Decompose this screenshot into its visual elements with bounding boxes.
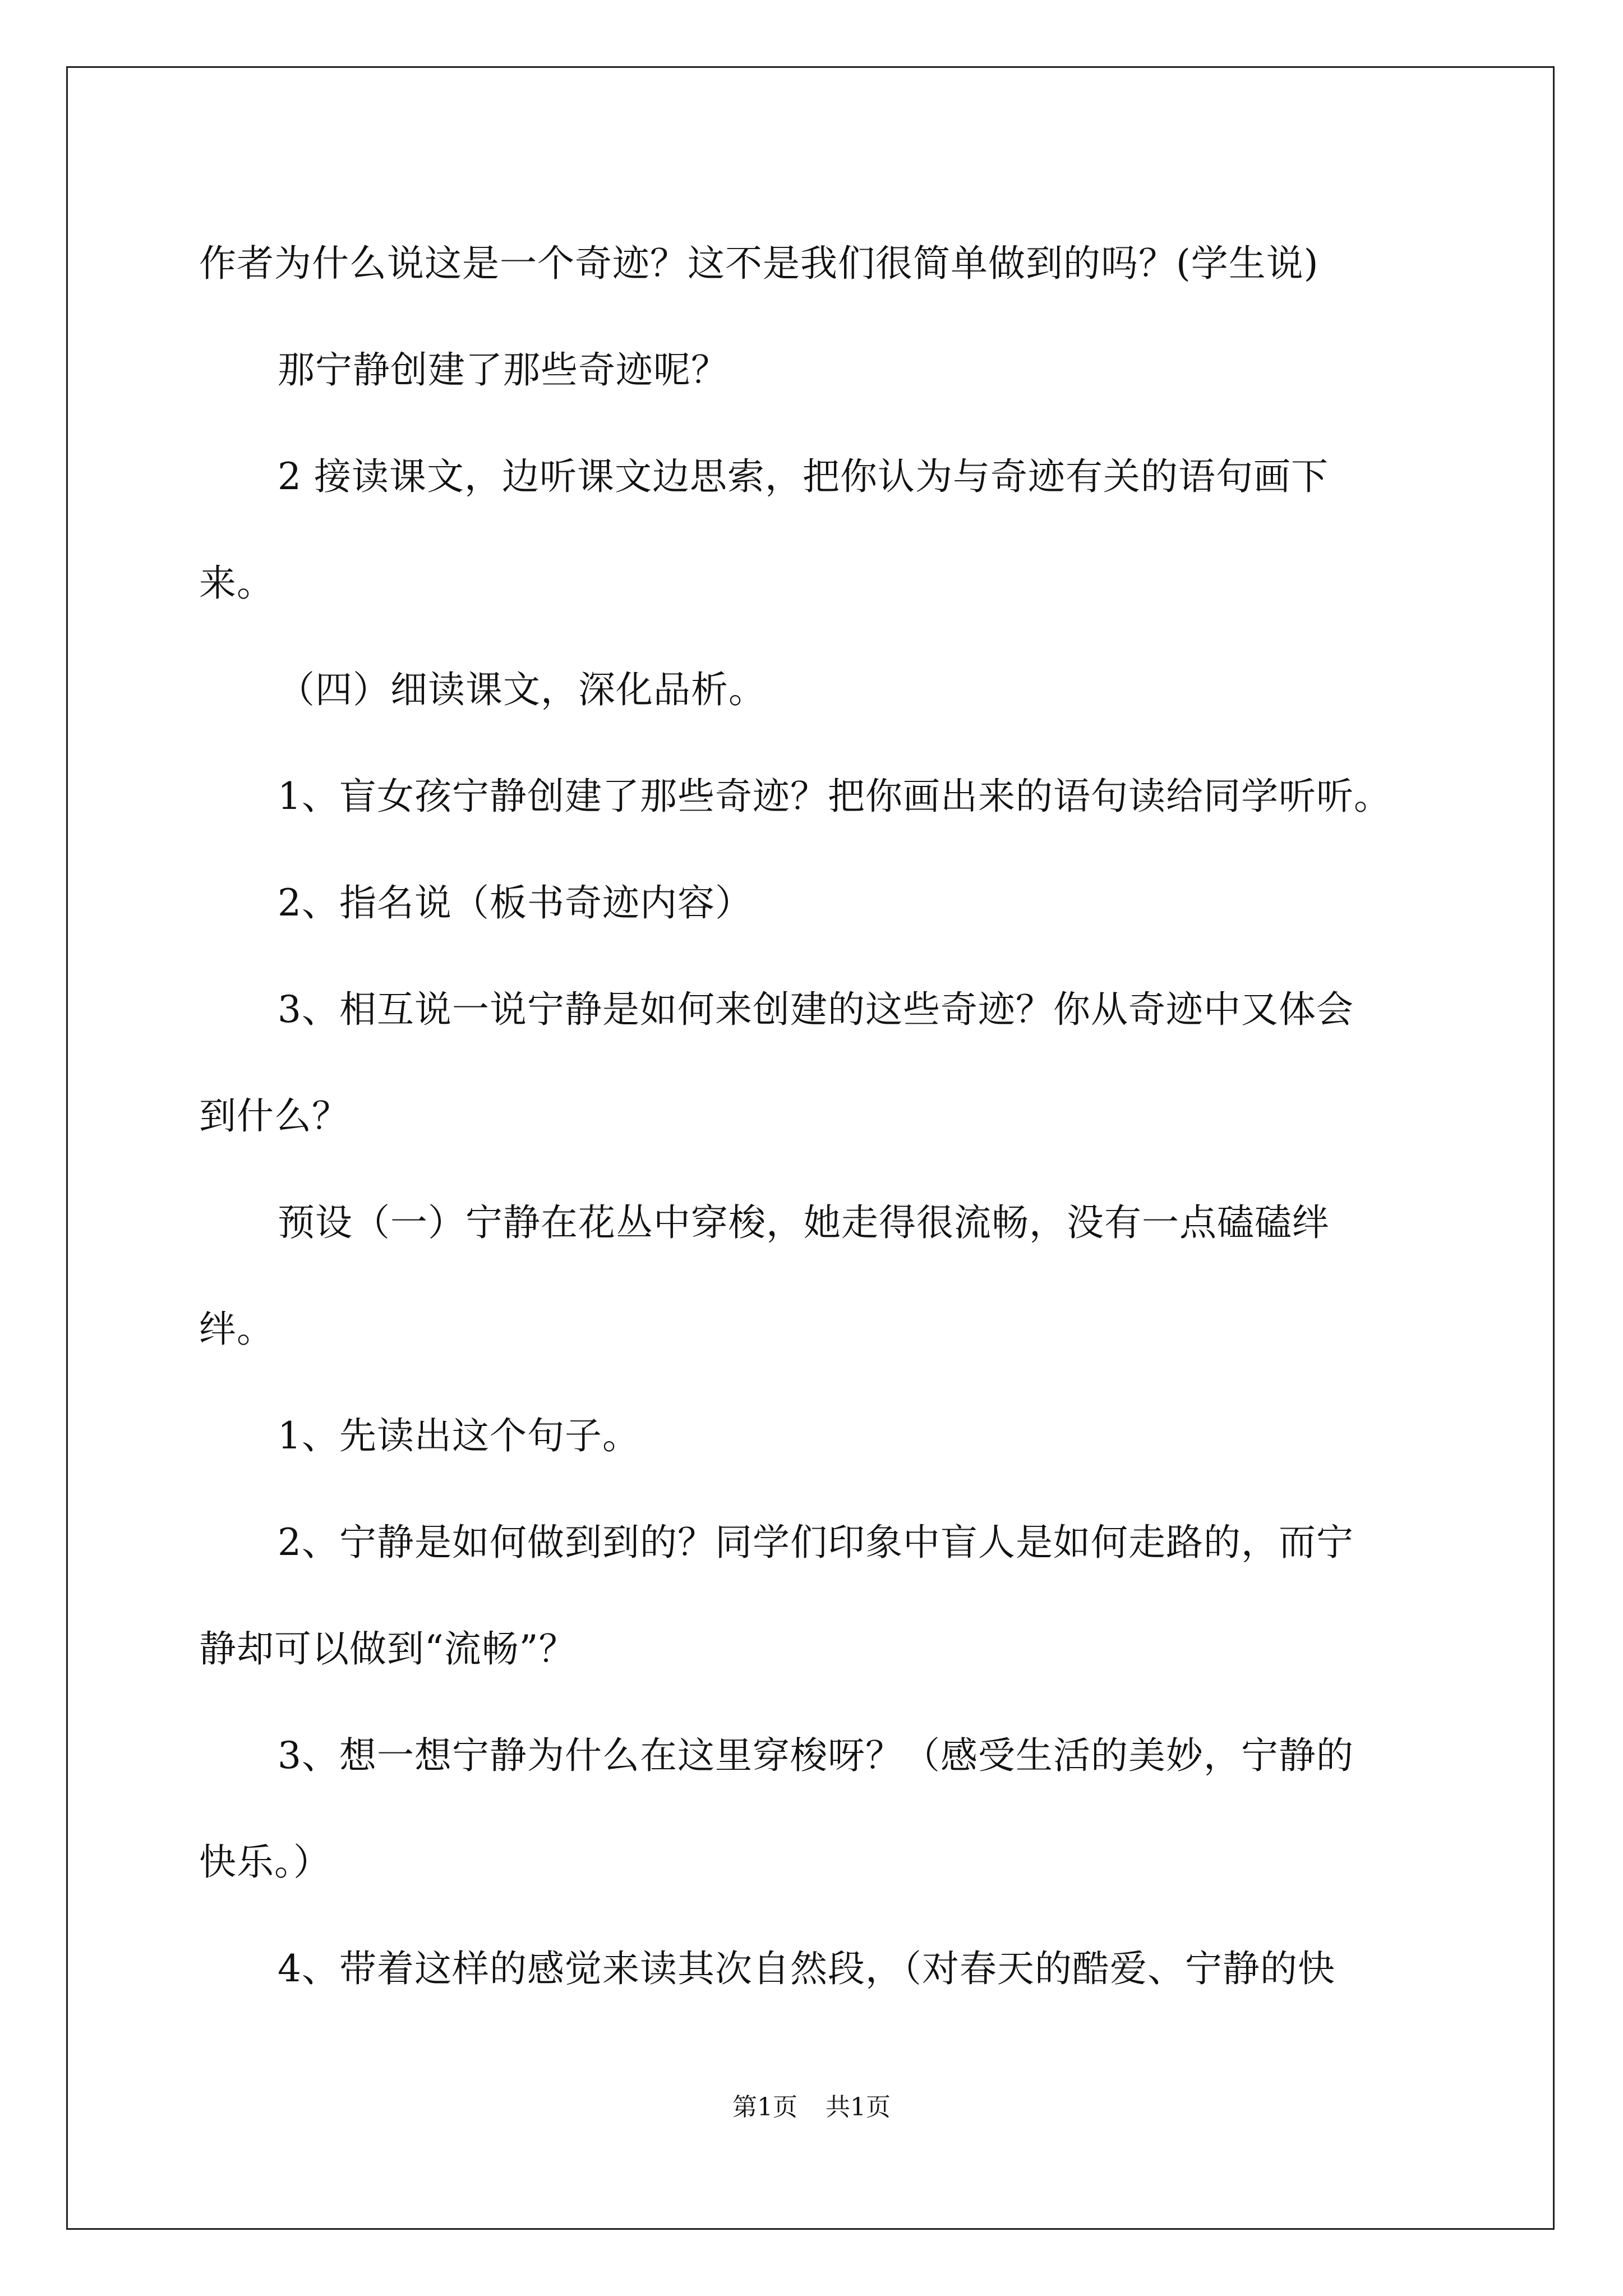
document-body: [199, 210, 1433, 2022]
text-line: 2、指名说（板书奇迹内容）: [278, 881, 753, 924]
text-line: 4、带着这样的感觉来读其次自然段，（对春天的酷爱、宁静的快: [278, 1947, 1335, 1990]
text-line: 预设（一）宁静在花丛中穿梭，她走得很流畅，没有一点磕磕绊: [278, 1201, 1330, 1244]
page-total: 共1页: [826, 2093, 891, 2122]
text-line: 3、相互说一说宁静是如何来创建的这些奇迹？你从奇迹中又体会: [278, 988, 1354, 1031]
text-line: （四）细读课文，深化品析。: [278, 668, 766, 711]
text-line: 快乐。）: [199, 1841, 331, 1884]
text-line: 那宁静创建了那些奇迹呢？: [278, 348, 728, 392]
text-line: 绊。: [199, 1308, 274, 1351]
text-line: 3、想一想宁静为什么在这里穿梭呀？（感受生活的美妙，宁静的: [278, 1734, 1354, 1777]
text-line: 1、先读出这个句子。: [278, 1414, 640, 1457]
text-line: 1、盲女孩宁静创建了那些奇迹？把你画出来的语句读给同学听听。: [278, 775, 1391, 818]
text-line: 2、宁静是如何做到到的？同学们印象中盲人是如何走路的，而宁: [278, 1521, 1354, 1564]
page-number: 第1页: [732, 2093, 797, 2122]
text-line: 2 接读课文，边听课文边思索，把你认为与奇迹有关的语句画下: [278, 455, 1329, 498]
text-line: 作者为什么说这是一个奇迹？这不是我们很简单做到的吗？(学生说): [199, 242, 1319, 285]
text-line: 到什么？: [199, 1094, 349, 1138]
text-line: 来。: [199, 562, 274, 605]
text-line: 静却可以做到“流畅”？: [199, 1627, 577, 1671]
page-footer: [0, 2087, 1623, 2123]
